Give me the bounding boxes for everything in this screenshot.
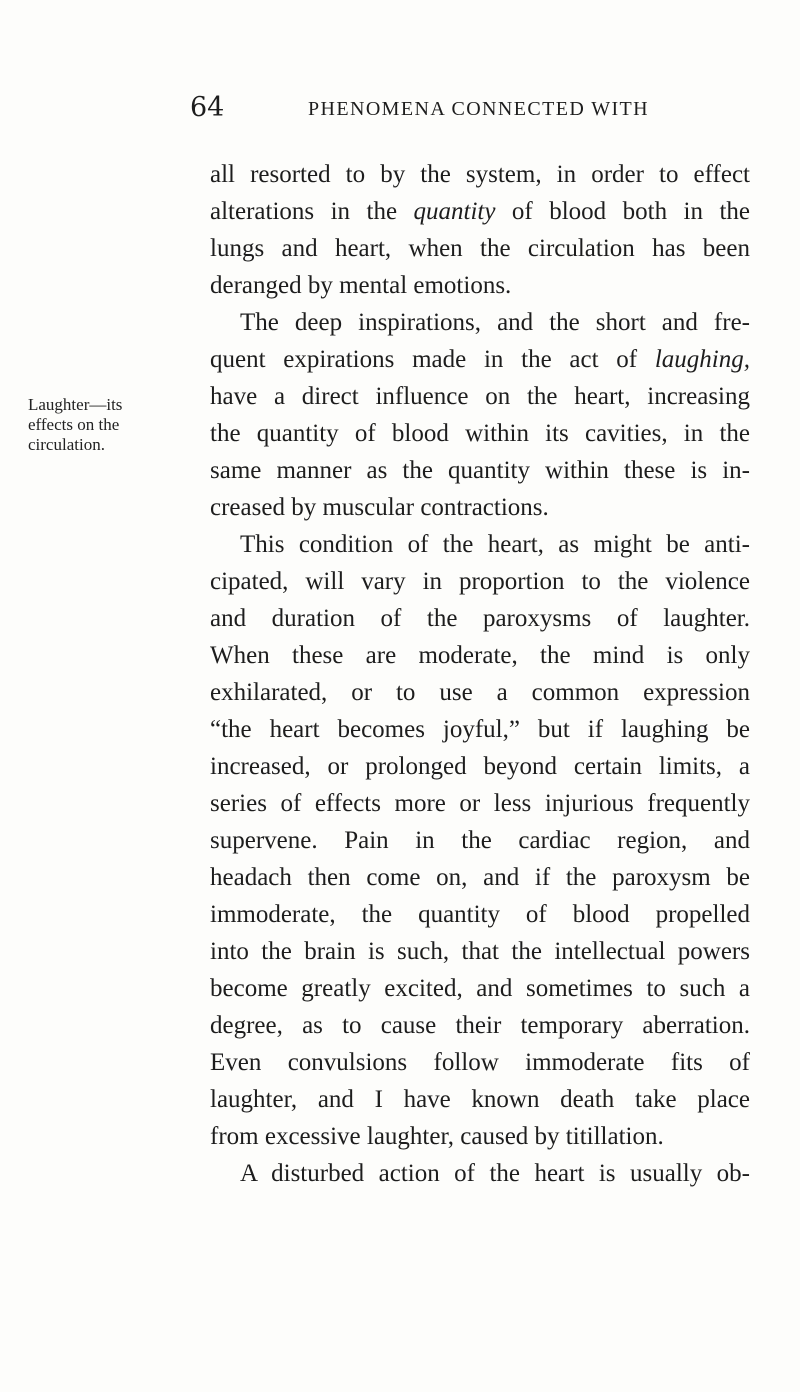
text-line: degree, as to cause their temporary aberration.: [210, 1012, 750, 1039]
text-line: lungs and heart, when the circulation has been: [210, 235, 750, 262]
text-line: into the brain is such, that the intellectual powers: [210, 938, 750, 965]
margin-note-line: effects on the: [28, 415, 120, 434]
text-line: When these are moderate, the mind is only: [210, 642, 750, 669]
body-text: [210, 156, 750, 1192]
page-number: 64: [190, 92, 225, 123]
text-line: headach then come on, and if the paroxysm be: [210, 864, 750, 891]
text-line: cipated, will vary in proportion to the violence: [210, 568, 750, 595]
page-header: [0, 88, 800, 128]
text-line: laughter, and I have known death take place: [210, 1086, 750, 1113]
margin-note-line: Laughter—its: [28, 395, 123, 414]
text-line: exhilarated, or to use a common expression: [210, 679, 750, 706]
text-line: supervene. Pain in the cardiac region, and: [210, 827, 750, 854]
text-line: all resorted to by the system, in order to effect: [210, 161, 750, 188]
italic-word: laughing,: [654, 346, 750, 373]
text-line: Even convulsions follow immoderate fits of: [210, 1049, 750, 1076]
text-line: creased by muscular contractions.: [210, 494, 549, 521]
text-line: become greatly excited, and sometimes to such a: [210, 975, 750, 1002]
text-line: alterations in the quantity of blood both in the: [210, 198, 750, 225]
text-line: series of effects more or less injurious frequently: [210, 790, 750, 817]
text-line: increased, or prolonged beyond certain limits, a: [210, 753, 750, 780]
margin-note: [28, 395, 178, 455]
text-line: same manner as the quantity within these is in-: [210, 457, 750, 484]
text-line: deranged by mental emotions.: [210, 272, 512, 299]
text-line: the quantity of blood within its cavities, in the: [210, 420, 750, 447]
text-line: The deep inspirations, and the short and fre-: [240, 309, 750, 336]
text-line: A disturbed action of the heart is usually ob-: [240, 1160, 750, 1187]
text-line: have a direct influence on the heart, increasing: [210, 383, 750, 410]
text-line: This condition of the heart, as might be anti-: [240, 531, 750, 558]
margin-note-line: circulation.: [28, 435, 105, 454]
italic-word: quantity: [413, 198, 496, 225]
text-line: immoderate, the quantity of blood propelled: [210, 901, 750, 928]
running-head: PHENOMENA CONNECTED WITH: [308, 98, 649, 120]
text-line: and duration of the paroxysms of laughter.: [210, 605, 750, 632]
text-line: quent expirations made in the act of laughing,: [210, 346, 750, 373]
text-line: “the heart becomes joyful,” but if laughing be: [210, 716, 750, 743]
text-line: from excessive laughter, caused by titillation.: [210, 1123, 664, 1150]
